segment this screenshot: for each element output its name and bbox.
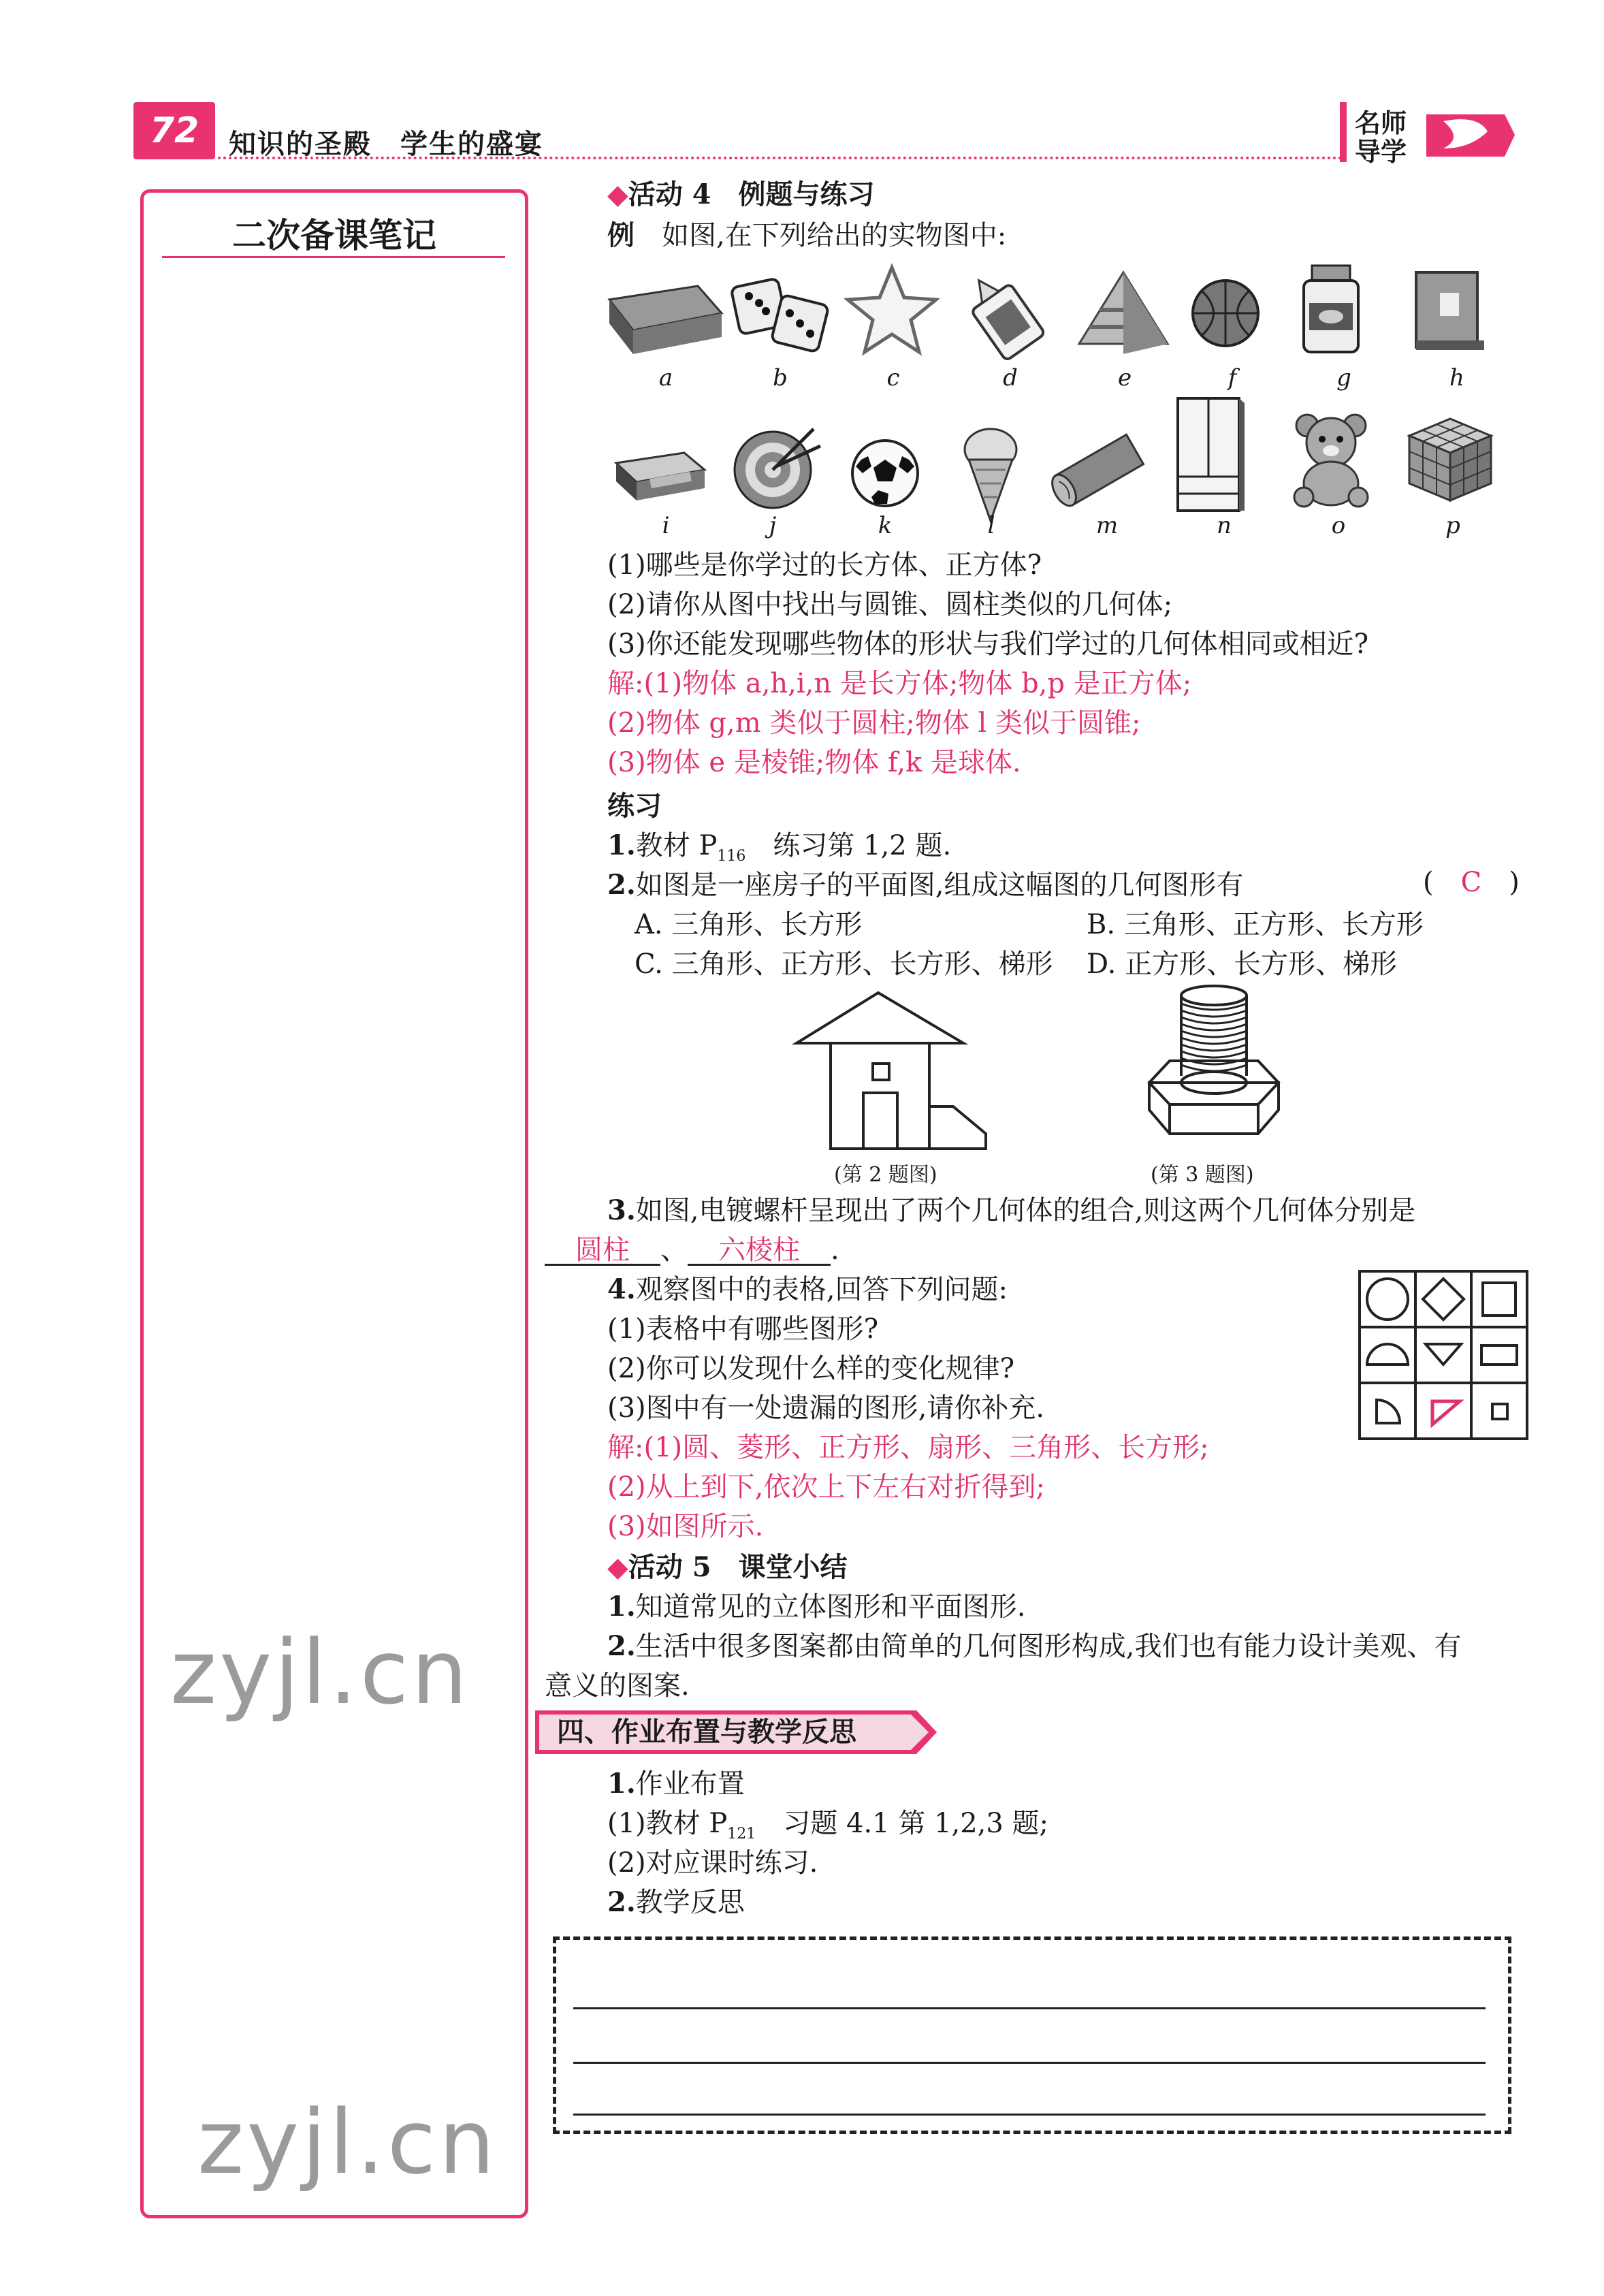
soccer-ball-icon <box>848 436 923 511</box>
answer-2: (2)物体 g,m 类似于圆柱;物体 l 类似于圆锥; <box>607 707 1141 739</box>
header-bar <box>1340 102 1347 162</box>
section-4-title: 四、作业布置与教学反思 <box>557 1716 856 1748</box>
object-label: i <box>662 512 670 539</box>
square-shape <box>1483 1283 1515 1316</box>
object-label: d <box>1003 364 1018 392</box>
notes-box <box>140 189 528 2218</box>
object-label: a <box>658 364 673 392</box>
glue-bottle-icon <box>953 266 1055 361</box>
tissue-box-icon <box>1402 266 1491 354</box>
house-figure <box>790 987 994 1158</box>
reflection-box <box>553 1936 1511 2134</box>
practice-4-q3: (3)图中有一处遗漏的图形,请你补充. <box>607 1392 1045 1424</box>
homework-heading: 1.作业布置 <box>607 1768 745 1800</box>
reflection-line[interactable] <box>573 2114 1486 2116</box>
bolt-figure <box>1142 980 1285 1158</box>
practice-4-q2: (2)你可以发现什么样的变化规律? <box>607 1353 1015 1384</box>
question-2: (2)请你从图中找出与圆锥、圆柱类似的几何体; <box>607 589 1173 620</box>
object-label: o <box>1331 512 1346 539</box>
activity4-heading: ◆活动 4 例题与练习 <box>607 178 875 210</box>
medicine-bottle-icon <box>1297 262 1365 357</box>
practice-heading: 练习 <box>607 790 662 822</box>
object-label: k <box>878 512 893 539</box>
summary-1: 1.知道常见的立体图形和平面图形. <box>607 1591 1026 1623</box>
diamond-shape <box>1423 1279 1464 1320</box>
teddy-bear-icon <box>1280 409 1382 511</box>
object-label: p <box>1445 512 1460 539</box>
option-d: D. 正方形、长方形、梯形 <box>1087 948 1398 980</box>
wardrobe-icon <box>1171 395 1246 517</box>
object-label: n <box>1217 512 1232 539</box>
question-3: (3)你还能发现哪些物体的形状与我们学过的几何体相同或相近? <box>607 628 1369 660</box>
homework-item-2: (2)对应课时练习. <box>607 1847 818 1879</box>
object-label: e <box>1117 364 1132 392</box>
reflection-line[interactable] <box>573 2007 1486 2009</box>
practice-4-a1: 解:(1)圆、菱形、正方形、扇形、三角形、长方形; <box>607 1432 1209 1463</box>
summary-2: 2.生活中很多图案都由简单的几何图形构成,我们也有能力设计美观、有 <box>607 1630 1462 1662</box>
header-slogan: 知识的圣殿 学生的盛宴 <box>229 128 543 160</box>
added-triangle-shape <box>1432 1401 1460 1424</box>
notes-title-underline <box>162 256 505 258</box>
practice-item-3: 3.如图,电镀螺杆呈现出了两个几何体的组合,则这两个几何体分别是 <box>607 1194 1416 1226</box>
ice-cream-cone-icon <box>957 422 1025 524</box>
small-sector-shape <box>1377 1400 1400 1423</box>
question-1: (1)哪些是你学过的长方体、正方体? <box>607 549 1042 581</box>
object-label: f <box>1228 364 1237 392</box>
watermark: zyjl.cn <box>170 1621 470 1724</box>
practice-4-q1: (1)表格中有哪些图形? <box>607 1313 879 1345</box>
star-icon <box>844 262 940 357</box>
practice-4-a3: (3)如图所示. <box>607 1511 764 1542</box>
practice-4-a2: (2)从上到下,依次上下左右对折得到; <box>607 1471 1045 1503</box>
reflection-heading: 2.教学反思 <box>607 1886 745 1918</box>
object-label: l <box>987 512 995 539</box>
activity5-heading: ◆活动 5 课堂小结 <box>607 1551 848 1583</box>
example-line: 例 如图,在下列给出的实物图中: <box>607 219 1007 251</box>
header-divider <box>218 157 1348 159</box>
option-c: C. 三角形、正方形、长方形、梯形 <box>635 948 1053 980</box>
object-label: g <box>1336 364 1351 392</box>
matchbox-icon <box>609 443 711 507</box>
watermark: zyjl.cn <box>197 2090 498 2194</box>
practice-item-4: 4.观察图中的表格,回答下列问题: <box>607 1273 1008 1305</box>
pyramid-icon <box>1072 269 1174 357</box>
object-label: b <box>773 364 788 392</box>
option-b: B. 三角形、正方形、长方形 <box>1087 909 1424 940</box>
answer-bracket: ( C ) <box>1423 867 1520 898</box>
brand-logo: 名师 导学 <box>1355 102 1525 163</box>
object-label: h <box>1449 364 1464 392</box>
homework-item-1: (1)教材 $P_{121}$ 习题 4.1 第 1,2,3 题; <box>607 1808 1049 1843</box>
triangle-shape <box>1426 1344 1461 1365</box>
option-a: A. 三角形、长方形 <box>635 909 863 940</box>
page-number: 72 <box>133 102 215 159</box>
figure-2-caption: (第 2 题图) <box>834 1163 937 1187</box>
object-label: c <box>886 364 900 392</box>
summary-2-cont: 意义的图案. <box>545 1670 690 1702</box>
figure-3-caption: (第 3 题图) <box>1151 1163 1254 1187</box>
answer-1: 解:(1)物体 a,h,i,n 是长方体;物体 b,p 是正方体; <box>607 668 1192 699</box>
practice-item-3-answer: 圆柱 、 六棱柱 . <box>545 1237 839 1266</box>
circle-shape <box>1367 1279 1408 1320</box>
shape-grid <box>1358 1269 1530 1442</box>
reflection-line[interactable] <box>573 2062 1486 2064</box>
box-icon <box>603 272 728 361</box>
sector-shape <box>1367 1344 1408 1365</box>
basketball-icon <box>1188 276 1263 351</box>
rolled-mat-icon <box>1045 429 1154 511</box>
answer-3: (3)物体 e 是棱锥;物体 f,k 是球体. <box>607 747 1021 778</box>
practice-item-2: 2.如图是一座房子的平面图,组成这幅图的几何图形有 <box>607 869 1244 901</box>
practice-item-1: 1.教材 $P_{116}$ 练习第 1,2 题. <box>607 829 952 865</box>
rubiks-cube-icon <box>1402 412 1498 507</box>
dice-icon <box>722 269 837 357</box>
object-label: m <box>1095 512 1119 539</box>
notes-title: 二次备课笔记 <box>232 215 436 255</box>
object-label: j <box>769 512 777 539</box>
small-square-shape <box>1492 1404 1507 1419</box>
target-icon <box>725 419 827 514</box>
rectangle-shape <box>1481 1345 1517 1365</box>
logo-mark-icon <box>1423 108 1518 162</box>
